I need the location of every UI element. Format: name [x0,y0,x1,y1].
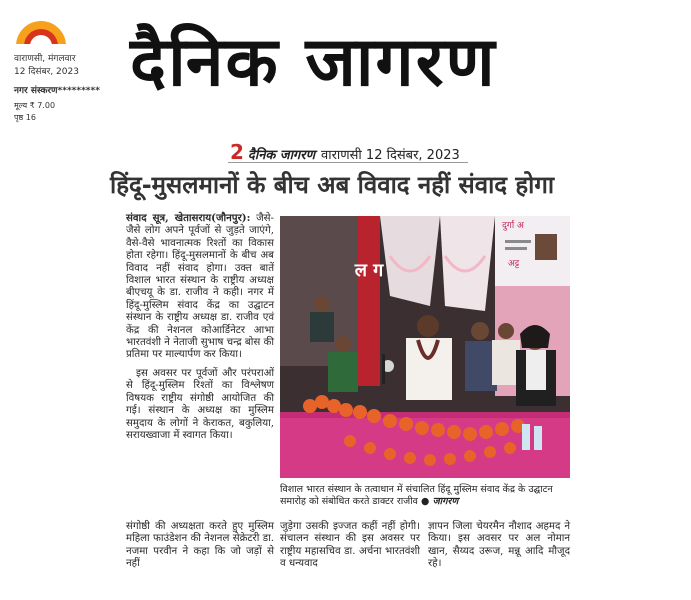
masthead-pages: पृष्ठ 16 [14,113,36,122]
dateline-place-date: वाराणसी 12 दिसंबर, 2023 [320,148,460,163]
photo-stall-text: ल ग [354,260,384,281]
article-credit: संवाद सूत्र, खेतासराय(जौनपुर): [126,212,251,224]
photo-side-text: अट्ट [508,259,520,269]
article-paragraph: जुड़ेगा उसकी इज्जत कहीं नहीं होगी। संचालन संस्थान की इस अवसर पर राष्ट्रीय महासचिव डा. अर्चना भारतवंशी व धन्यवाद [280,521,420,570]
article-column-left [126,212,274,448]
masthead-edition: नगर संस्करण********* [14,86,100,96]
newspaper-title: दैनिक जागरण [130,23,497,102]
article-photo [280,216,570,478]
article-paragraph: संगोष्ठी की अध्यक्षता करते हुए मुस्लिम महिला फाउंडेशन की नेशनल सेक्रेटरी डा. नजमा परवीन ने कहा कि जो जड़ों से नहीं [126,521,274,570]
masthead-price: मूल्य ₹ 7.00 [14,101,56,110]
article-paragraph: ज्ञापन जिला चेयरमैन नौशाद अहमद ने किया। इस अवसर पर अल नोमान खान, सैय्यद उरूज, मन्नू आदि मौजूद रहे। [428,521,570,570]
photo-caption: विशाल भारत संस्थान के तत्वाधान में संचालित हिंदू मुस्लिम संवाद केंद्र के उद्घाटन समारोह को संबोधित करते डाक्टर राजीव ● जागरण [280,484,553,507]
page-number: 2 [230,140,244,164]
photo-banner-text: दुर्गा अ [502,221,524,231]
caption-brand: ● जागरण [421,496,459,507]
dateline [230,140,460,164]
photo-illustration [280,216,570,478]
article-headline: हिंदू-मुसलमानों के बीच अब विवाद नहीं संवाद होगा [110,171,555,199]
article-paragraph: इस अवसर पर पूर्वजों और परंपराओं से हिंदू-मुस्लिम रिश्तों का विश्लेषण विषयक राष्ट्रीय संगोष्ठी आयोजित की गई। संस्थान के अध्यक्ष का मुस्लिम समुदाय के लोगों ने केराकत, बकुलिया, सरायख्वाजा में स्वागत किया। [126,367,274,441]
dateline-brand: दैनिक जागरण [247,148,315,163]
newspaper-logo-icon [10,6,72,48]
article-paragraph: संवाद सूत्र, खेतासराय(जौनपुर): जैसे-जैसे लोग अपने पूर्वजों से जुड़ते जाएंगे, वैसे-वैसे भावनात्मक रिश्तों का विकास होता रहेगा। हिंदू-मुसलमानों के बीच अब विवाद नहीं संवाद होगा। उक्त बातें विशाल भारत संस्थान के राष्ट्रीय अध्यक्ष बीएचयू के डा. राजीव ने कही। नगर में हिंदू-मुस्लिम संवाद केंद्र का उद्घाटन संस्थान के राष्ट्रीय अध्यक्ष डा. राजीव एवं केंद्र की नेशनल कोआर्डिनेटर आभा भारतवंशी ने नेताजी सुभाष चन्द्र बोस की प्रतिमा पर माल्यार्पण कर किया। [126,212,274,361]
dateline-rule [228,162,468,163]
masthead-city-day: वाराणसी, मंगलवार [14,54,76,64]
masthead-date: 12 दिसंबर, 2023 [14,67,79,77]
